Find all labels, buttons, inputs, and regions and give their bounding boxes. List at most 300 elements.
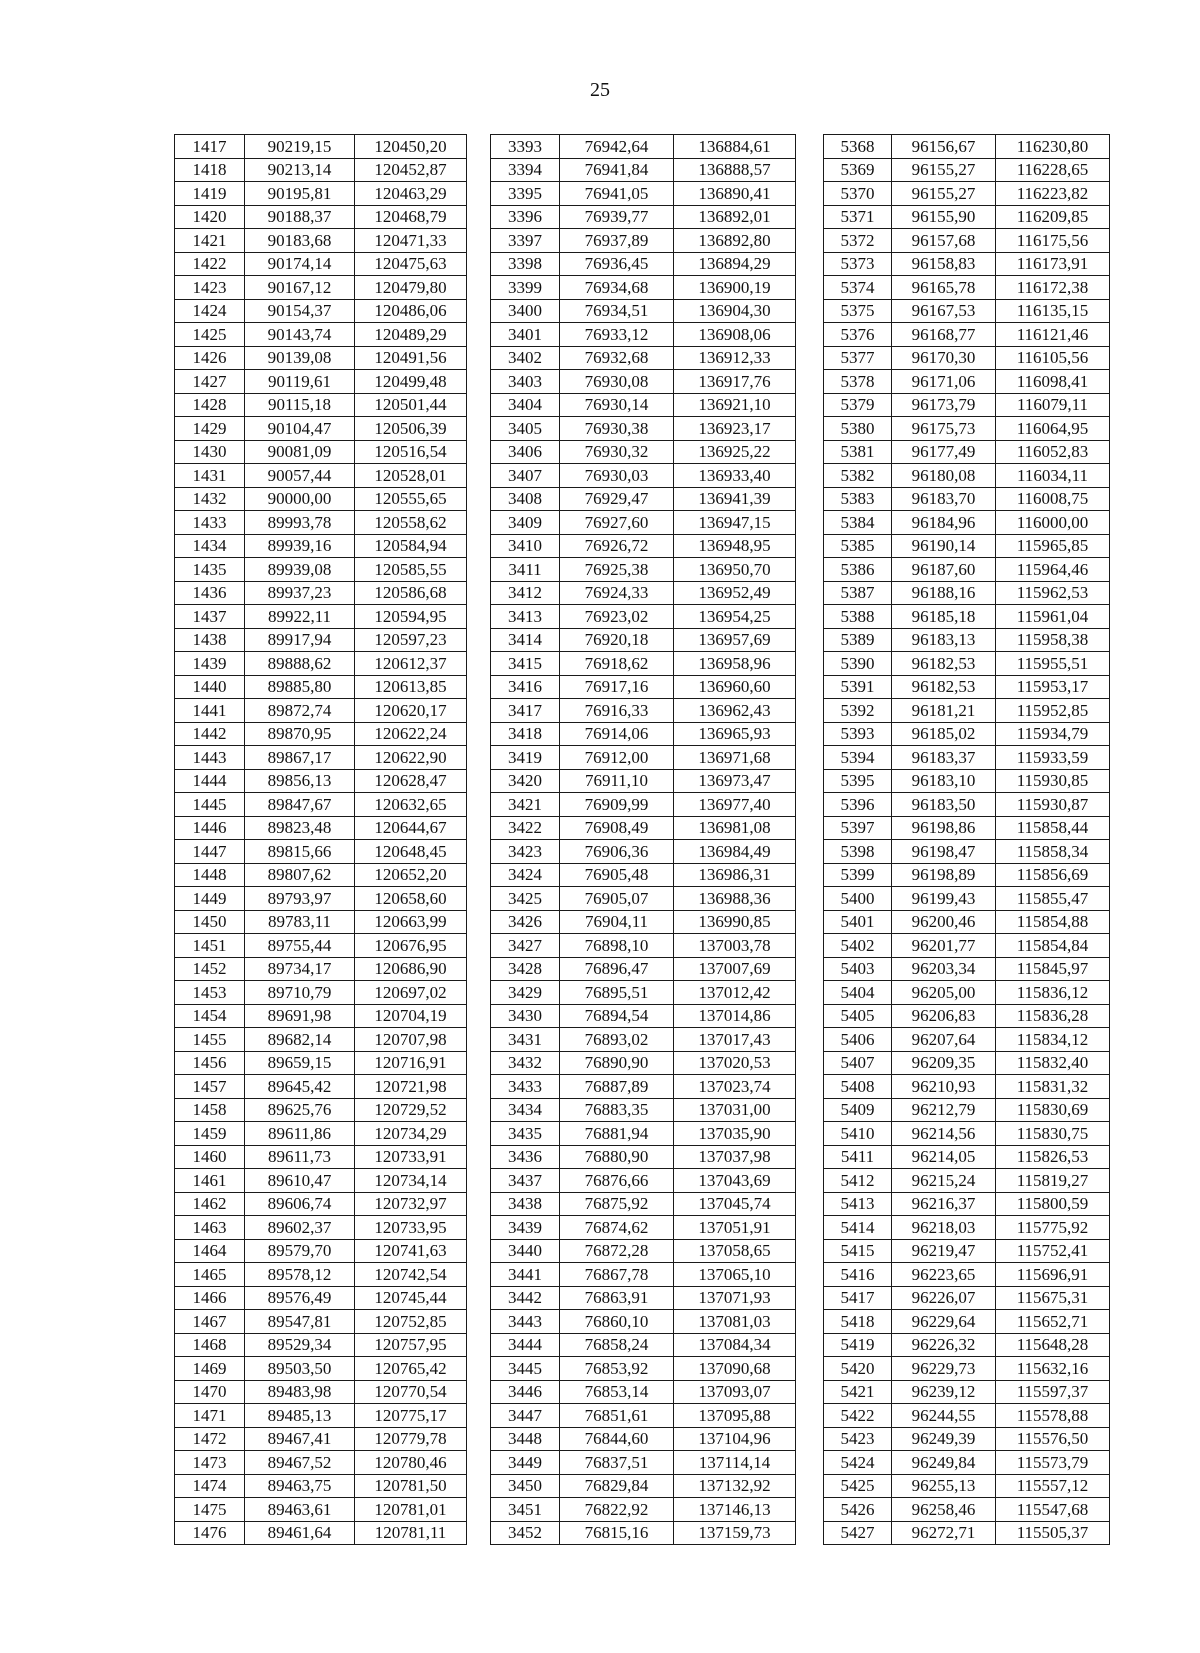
- y-coordinate-cell: 137104,96: [674, 1427, 796, 1451]
- y-coordinate-cell: 120742,54: [355, 1263, 467, 1287]
- x-coordinate-cell: 76894,54: [560, 1004, 674, 1028]
- column-gap: [796, 1474, 824, 1498]
- y-coordinate-cell: 120555,65: [355, 487, 467, 511]
- y-coordinate-cell: 136894,29: [674, 252, 796, 276]
- column-gap: [796, 229, 824, 253]
- point-number-cell: 5379: [824, 393, 892, 417]
- column-gap: [796, 816, 824, 840]
- x-coordinate-cell: 89885,80: [245, 675, 355, 699]
- point-number-cell: 5401: [824, 910, 892, 934]
- y-coordinate-cell: 120450,20: [355, 135, 467, 159]
- x-coordinate-cell: 76920,18: [560, 628, 674, 652]
- point-number-cell: 1455: [175, 1028, 245, 1052]
- y-coordinate-cell: 137132,92: [674, 1474, 796, 1498]
- column-gap: [467, 793, 491, 817]
- point-number-cell: 5400: [824, 887, 892, 911]
- point-number-cell: 1420: [175, 205, 245, 229]
- table-row: [175, 1122, 1110, 1146]
- table-row: [175, 1216, 1110, 1240]
- column-gap: [467, 1192, 491, 1216]
- point-number-cell: 5390: [824, 652, 892, 676]
- y-coordinate-cell: 137081,03: [674, 1310, 796, 1334]
- point-number-cell: 3395: [491, 182, 560, 206]
- x-coordinate-cell: 76926,72: [560, 534, 674, 558]
- x-coordinate-cell: 76908,49: [560, 816, 674, 840]
- point-number-cell: 3402: [491, 346, 560, 370]
- point-number-cell: 3423: [491, 840, 560, 864]
- point-number-cell: 3401: [491, 323, 560, 347]
- y-coordinate-cell: 115830,75: [996, 1122, 1110, 1146]
- column-gap: [467, 1098, 491, 1122]
- point-number-cell: 5416: [824, 1263, 892, 1287]
- x-coordinate-cell: 76927,60: [560, 511, 674, 535]
- column-gap: [796, 957, 824, 981]
- y-coordinate-cell: 136900,19: [674, 276, 796, 300]
- y-coordinate-cell: 120499,48: [355, 370, 467, 394]
- y-coordinate-cell: 115819,27: [996, 1169, 1110, 1193]
- point-number-cell: 3442: [491, 1286, 560, 1310]
- y-coordinate-cell: 137023,74: [674, 1075, 796, 1099]
- column-gap: [796, 440, 824, 464]
- point-number-cell: 3410: [491, 534, 560, 558]
- x-coordinate-cell: 96155,27: [892, 158, 996, 182]
- y-coordinate-cell: 120622,24: [355, 722, 467, 746]
- x-coordinate-cell: 76881,94: [560, 1122, 674, 1146]
- x-coordinate-cell: 89734,17: [245, 957, 355, 981]
- column-gap: [796, 182, 824, 206]
- y-coordinate-cell: 115597,37: [996, 1380, 1110, 1404]
- y-coordinate-cell: 116135,15: [996, 299, 1110, 323]
- column-gap: [796, 299, 824, 323]
- x-coordinate-cell: 76883,35: [560, 1098, 674, 1122]
- point-number-cell: 3432: [491, 1051, 560, 1075]
- y-coordinate-cell: 115573,79: [996, 1451, 1110, 1475]
- x-coordinate-cell: 76905,48: [560, 863, 674, 887]
- x-coordinate-cell: 96226,32: [892, 1333, 996, 1357]
- point-number-cell: 3436: [491, 1145, 560, 1169]
- y-coordinate-cell: 137037,98: [674, 1145, 796, 1169]
- x-coordinate-cell: 76887,89: [560, 1075, 674, 1099]
- point-number-cell: 1476: [175, 1521, 245, 1545]
- y-coordinate-cell: 137095,88: [674, 1404, 796, 1428]
- y-coordinate-cell: 136958,96: [674, 652, 796, 676]
- x-coordinate-cell: 96226,07: [892, 1286, 996, 1310]
- x-coordinate-cell: 90154,37: [245, 299, 355, 323]
- column-gap: [467, 816, 491, 840]
- x-coordinate-cell: 96165,78: [892, 276, 996, 300]
- column-gap: [467, 981, 491, 1005]
- point-number-cell: 1428: [175, 393, 245, 417]
- point-number-cell: 5371: [824, 205, 892, 229]
- x-coordinate-cell: 89463,61: [245, 1498, 355, 1522]
- table-row: [175, 605, 1110, 629]
- table-row: [175, 1380, 1110, 1404]
- x-coordinate-cell: 96198,89: [892, 863, 996, 887]
- column-gap: [796, 675, 824, 699]
- column-gap: [467, 675, 491, 699]
- column-gap: [467, 1263, 491, 1287]
- column-gap: [467, 393, 491, 417]
- x-coordinate-cell: 76858,24: [560, 1333, 674, 1357]
- point-number-cell: 1440: [175, 675, 245, 699]
- x-coordinate-cell: 89870,95: [245, 722, 355, 746]
- table-row: [175, 276, 1110, 300]
- column-gap: [467, 652, 491, 676]
- x-coordinate-cell: 76906,36: [560, 840, 674, 864]
- column-gap: [796, 1357, 824, 1381]
- y-coordinate-cell: 137003,78: [674, 934, 796, 958]
- point-number-cell: 5411: [824, 1145, 892, 1169]
- y-coordinate-cell: 136990,85: [674, 910, 796, 934]
- column-gap: [467, 722, 491, 746]
- x-coordinate-cell: 89483,98: [245, 1380, 355, 1404]
- x-coordinate-cell: 89807,62: [245, 863, 355, 887]
- x-coordinate-cell: 89463,75: [245, 1474, 355, 1498]
- y-coordinate-cell: 116209,85: [996, 205, 1110, 229]
- point-number-cell: 1433: [175, 511, 245, 535]
- point-number-cell: 5402: [824, 934, 892, 958]
- y-coordinate-cell: 120676,95: [355, 934, 467, 958]
- y-coordinate-cell: 116064,95: [996, 417, 1110, 441]
- y-coordinate-cell: 115831,32: [996, 1075, 1110, 1099]
- point-number-cell: 1441: [175, 699, 245, 723]
- y-coordinate-cell: 115953,17: [996, 675, 1110, 699]
- y-coordinate-cell: 136908,06: [674, 323, 796, 347]
- point-number-cell: 3417: [491, 699, 560, 723]
- y-coordinate-cell: 115858,44: [996, 816, 1110, 840]
- point-number-cell: 3424: [491, 863, 560, 887]
- x-coordinate-cell: 96183,50: [892, 793, 996, 817]
- column-gap: [796, 1192, 824, 1216]
- table-row: [175, 1051, 1110, 1075]
- x-coordinate-cell: 76933,12: [560, 323, 674, 347]
- x-coordinate-cell: 89856,13: [245, 769, 355, 793]
- x-coordinate-cell: 89461,64: [245, 1521, 355, 1545]
- column-gap: [796, 1498, 824, 1522]
- x-coordinate-cell: 96173,79: [892, 393, 996, 417]
- table-row: [175, 534, 1110, 558]
- y-coordinate-cell: 136923,17: [674, 417, 796, 441]
- x-coordinate-cell: 96181,21: [892, 699, 996, 723]
- point-number-cell: 5376: [824, 323, 892, 347]
- point-number-cell: 3412: [491, 581, 560, 605]
- y-coordinate-cell: 136971,68: [674, 746, 796, 770]
- x-coordinate-cell: 76874,62: [560, 1216, 674, 1240]
- column-gap: [467, 1145, 491, 1169]
- x-coordinate-cell: 90195,81: [245, 182, 355, 206]
- x-coordinate-cell: 89467,41: [245, 1427, 355, 1451]
- y-coordinate-cell: 136890,41: [674, 182, 796, 206]
- table-row: [175, 957, 1110, 981]
- point-number-cell: 3450: [491, 1474, 560, 1498]
- y-coordinate-cell: 116052,83: [996, 440, 1110, 464]
- column-gap: [467, 323, 491, 347]
- y-coordinate-cell: 120471,33: [355, 229, 467, 253]
- x-coordinate-cell: 76942,64: [560, 135, 674, 159]
- y-coordinate-cell: 137114,14: [674, 1451, 796, 1475]
- point-number-cell: 1442: [175, 722, 245, 746]
- x-coordinate-cell: 96216,37: [892, 1192, 996, 1216]
- y-coordinate-cell: 120663,99: [355, 910, 467, 934]
- y-coordinate-cell: 137051,91: [674, 1216, 796, 1240]
- point-number-cell: 5387: [824, 581, 892, 605]
- x-coordinate-cell: 96212,79: [892, 1098, 996, 1122]
- point-number-cell: 5398: [824, 840, 892, 864]
- column-gap: [467, 1427, 491, 1451]
- point-number-cell: 1470: [175, 1380, 245, 1404]
- point-number-cell: 1454: [175, 1004, 245, 1028]
- y-coordinate-cell: 120757,95: [355, 1333, 467, 1357]
- y-coordinate-cell: 116228,65: [996, 158, 1110, 182]
- y-coordinate-cell: 136977,40: [674, 793, 796, 817]
- point-number-cell: 5404: [824, 981, 892, 1005]
- x-coordinate-cell: 90104,47: [245, 417, 355, 441]
- column-gap: [796, 370, 824, 394]
- point-number-cell: 5388: [824, 605, 892, 629]
- point-number-cell: 5380: [824, 417, 892, 441]
- column-gap: [467, 252, 491, 276]
- x-coordinate-cell: 89939,08: [245, 558, 355, 582]
- x-coordinate-cell: 89611,73: [245, 1145, 355, 1169]
- x-coordinate-cell: 90188,37: [245, 205, 355, 229]
- column-gap: [796, 1169, 824, 1193]
- x-coordinate-cell: 96184,96: [892, 511, 996, 535]
- x-coordinate-cell: 96183,70: [892, 487, 996, 511]
- point-number-cell: 5406: [824, 1028, 892, 1052]
- y-coordinate-cell: 115858,34: [996, 840, 1110, 864]
- x-coordinate-cell: 76853,92: [560, 1357, 674, 1381]
- table-row: [175, 1521, 1110, 1545]
- column-gap: [796, 276, 824, 300]
- x-coordinate-cell: 89579,70: [245, 1239, 355, 1263]
- column-gap: [467, 1357, 491, 1381]
- column-gap: [796, 1004, 824, 1028]
- point-number-cell: 5391: [824, 675, 892, 699]
- point-number-cell: 1472: [175, 1427, 245, 1451]
- column-gap: [796, 1028, 824, 1052]
- point-number-cell: 3421: [491, 793, 560, 817]
- column-gap: [796, 605, 824, 629]
- column-gap: [796, 1216, 824, 1240]
- column-gap: [796, 628, 824, 652]
- column-gap: [467, 1028, 491, 1052]
- y-coordinate-cell: 115547,68: [996, 1498, 1110, 1522]
- table-row: [175, 1028, 1110, 1052]
- column-gap: [467, 1333, 491, 1357]
- column-gap: [796, 205, 824, 229]
- x-coordinate-cell: 90115,18: [245, 393, 355, 417]
- y-coordinate-cell: 120733,95: [355, 1216, 467, 1240]
- point-number-cell: 5384: [824, 511, 892, 535]
- x-coordinate-cell: 96244,55: [892, 1404, 996, 1428]
- x-coordinate-cell: 89645,42: [245, 1075, 355, 1099]
- point-number-cell: 5419: [824, 1333, 892, 1357]
- x-coordinate-cell: 96155,90: [892, 205, 996, 229]
- table-row: [175, 370, 1110, 394]
- x-coordinate-cell: 96229,73: [892, 1357, 996, 1381]
- column-gap: [467, 346, 491, 370]
- y-coordinate-cell: 136892,80: [674, 229, 796, 253]
- y-coordinate-cell: 115836,28: [996, 1004, 1110, 1028]
- point-number-cell: 3416: [491, 675, 560, 699]
- table-row: [175, 887, 1110, 911]
- point-number-cell: 1438: [175, 628, 245, 652]
- y-coordinate-cell: 120491,56: [355, 346, 467, 370]
- column-gap: [796, 1075, 824, 1099]
- column-gap: [467, 182, 491, 206]
- coordinates-table: [174, 134, 1110, 1545]
- point-number-cell: 5397: [824, 816, 892, 840]
- y-coordinate-cell: 120721,98: [355, 1075, 467, 1099]
- x-coordinate-cell: 76936,45: [560, 252, 674, 276]
- y-coordinate-cell: 137093,07: [674, 1380, 796, 1404]
- point-number-cell: 3425: [491, 887, 560, 911]
- x-coordinate-cell: 76934,51: [560, 299, 674, 323]
- column-gap: [796, 1145, 824, 1169]
- column-gap: [467, 1051, 491, 1075]
- point-number-cell: 1418: [175, 158, 245, 182]
- point-number-cell: 5405: [824, 1004, 892, 1028]
- x-coordinate-cell: 96200,46: [892, 910, 996, 934]
- y-coordinate-cell: 136957,69: [674, 628, 796, 652]
- x-coordinate-cell: 76930,14: [560, 393, 674, 417]
- x-coordinate-cell: 96168,77: [892, 323, 996, 347]
- y-coordinate-cell: 136884,61: [674, 135, 796, 159]
- point-number-cell: 3409: [491, 511, 560, 535]
- x-coordinate-cell: 76853,14: [560, 1380, 674, 1404]
- y-coordinate-cell: 115505,37: [996, 1521, 1110, 1545]
- point-number-cell: 1423: [175, 276, 245, 300]
- y-coordinate-cell: 120506,39: [355, 417, 467, 441]
- column-gap: [467, 628, 491, 652]
- column-gap: [467, 1004, 491, 1028]
- point-number-cell: 1426: [175, 346, 245, 370]
- point-number-cell: 1453: [175, 981, 245, 1005]
- y-coordinate-cell: 115933,59: [996, 746, 1110, 770]
- x-coordinate-cell: 76876,66: [560, 1169, 674, 1193]
- y-coordinate-cell: 116230,80: [996, 135, 1110, 159]
- point-number-cell: 5418: [824, 1310, 892, 1334]
- y-coordinate-cell: 137017,43: [674, 1028, 796, 1052]
- y-coordinate-cell: 120620,17: [355, 699, 467, 723]
- y-coordinate-cell: 120770,54: [355, 1380, 467, 1404]
- point-number-cell: 3448: [491, 1427, 560, 1451]
- x-coordinate-cell: 89888,62: [245, 652, 355, 676]
- y-coordinate-cell: 120652,20: [355, 863, 467, 887]
- column-gap: [796, 1451, 824, 1475]
- x-coordinate-cell: 96272,71: [892, 1521, 996, 1545]
- table-row: [175, 1192, 1110, 1216]
- x-coordinate-cell: 76875,92: [560, 1192, 674, 1216]
- x-coordinate-cell: 96157,68: [892, 229, 996, 253]
- x-coordinate-cell: 90174,14: [245, 252, 355, 276]
- y-coordinate-cell: 120463,29: [355, 182, 467, 206]
- x-coordinate-cell: 96219,47: [892, 1239, 996, 1263]
- y-coordinate-cell: 136973,47: [674, 769, 796, 793]
- x-coordinate-cell: 89783,11: [245, 910, 355, 934]
- point-number-cell: 3449: [491, 1451, 560, 1475]
- point-number-cell: 3435: [491, 1122, 560, 1146]
- y-coordinate-cell: 136948,95: [674, 534, 796, 558]
- point-number-cell: 1444: [175, 769, 245, 793]
- column-gap: [796, 746, 824, 770]
- y-coordinate-cell: 136921,10: [674, 393, 796, 417]
- table-row: [175, 252, 1110, 276]
- point-number-cell: 5396: [824, 793, 892, 817]
- point-number-cell: 1459: [175, 1122, 245, 1146]
- column-gap: [467, 887, 491, 911]
- y-coordinate-cell: 136952,49: [674, 581, 796, 605]
- point-number-cell: 1446: [175, 816, 245, 840]
- x-coordinate-cell: 96215,24: [892, 1169, 996, 1193]
- x-coordinate-cell: 89606,74: [245, 1192, 355, 1216]
- y-coordinate-cell: 136965,93: [674, 722, 796, 746]
- x-coordinate-cell: 96183,37: [892, 746, 996, 770]
- x-coordinate-cell: 89823,48: [245, 816, 355, 840]
- y-coordinate-cell: 120586,68: [355, 581, 467, 605]
- x-coordinate-cell: 76890,90: [560, 1051, 674, 1075]
- point-number-cell: 1475: [175, 1498, 245, 1522]
- point-number-cell: 3413: [491, 605, 560, 629]
- x-coordinate-cell: 89815,66: [245, 840, 355, 864]
- x-coordinate-cell: 89659,15: [245, 1051, 355, 1075]
- point-number-cell: 1450: [175, 910, 245, 934]
- y-coordinate-cell: 120632,65: [355, 793, 467, 817]
- y-coordinate-cell: 116173,91: [996, 252, 1110, 276]
- point-number-cell: 5421: [824, 1380, 892, 1404]
- table-row: [175, 840, 1110, 864]
- x-coordinate-cell: 96239,12: [892, 1380, 996, 1404]
- point-number-cell: 3414: [491, 628, 560, 652]
- column-gap: [467, 1286, 491, 1310]
- x-coordinate-cell: 96170,30: [892, 346, 996, 370]
- y-coordinate-cell: 120452,87: [355, 158, 467, 182]
- y-coordinate-cell: 115930,85: [996, 769, 1110, 793]
- x-coordinate-cell: 89939,16: [245, 534, 355, 558]
- column-gap: [796, 1380, 824, 1404]
- column-gap: [467, 487, 491, 511]
- point-number-cell: 5423: [824, 1427, 892, 1451]
- x-coordinate-cell: 76930,32: [560, 440, 674, 464]
- y-coordinate-cell: 136925,22: [674, 440, 796, 464]
- x-coordinate-cell: 90183,68: [245, 229, 355, 253]
- x-coordinate-cell: 76863,91: [560, 1286, 674, 1310]
- y-coordinate-cell: 120734,29: [355, 1122, 467, 1146]
- x-coordinate-cell: 96214,05: [892, 1145, 996, 1169]
- y-coordinate-cell: 137043,69: [674, 1169, 796, 1193]
- y-coordinate-cell: 116105,56: [996, 346, 1110, 370]
- table-row: [175, 158, 1110, 182]
- x-coordinate-cell: 76905,07: [560, 887, 674, 911]
- table-row: [175, 417, 1110, 441]
- table-row: [175, 1075, 1110, 1099]
- point-number-cell: 5407: [824, 1051, 892, 1075]
- y-coordinate-cell: 120501,44: [355, 393, 467, 417]
- y-coordinate-cell: 120686,90: [355, 957, 467, 981]
- x-coordinate-cell: 89578,12: [245, 1263, 355, 1287]
- column-gap: [467, 1216, 491, 1240]
- y-coordinate-cell: 120628,47: [355, 769, 467, 793]
- point-number-cell: 3420: [491, 769, 560, 793]
- column-gap: [796, 252, 824, 276]
- point-number-cell: 3398: [491, 252, 560, 276]
- table-row: [175, 746, 1110, 770]
- x-coordinate-cell: 76939,77: [560, 205, 674, 229]
- point-number-cell: 1437: [175, 605, 245, 629]
- x-coordinate-cell: 96249,84: [892, 1451, 996, 1475]
- column-gap: [796, 793, 824, 817]
- column-gap: [796, 558, 824, 582]
